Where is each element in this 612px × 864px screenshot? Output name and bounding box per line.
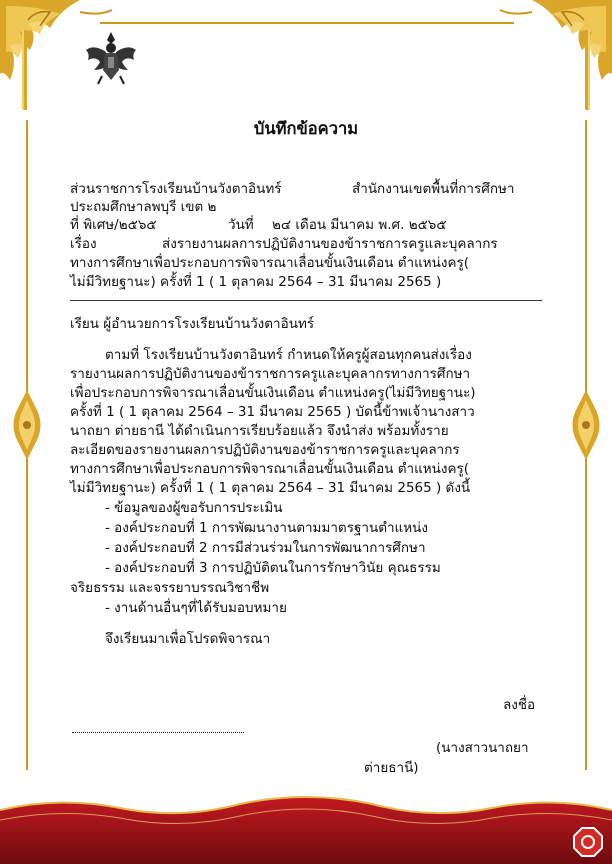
body-line: ครั้งที่ 1 ( 1 ตุลาคม 2564 – 31 มีนาคม 2565 ) บัดนี้ข้าพเจ้านางสาว [70,404,475,420]
memo-title: บันทึกข้อความ [253,119,359,138]
body-line: เพื่อประกอบการพิจารณาเลื่อนขั้นเงินเดือน ตำแหน่งครู(ไม่มีวิทยฐานะ) [70,385,476,401]
body-line: ตามที่ โรงเรียนบ้านวังตาอินทร์ กำหนดให้ครูผู้สอนทุกคนส่งเรื่อง [105,347,472,363]
list-item: - งานด้านอื่นๆที่ได้รับมอบหมาย [105,600,287,616]
list-item: - องค์ประกอบที่ 2 การมีส่วนร่วมในการพัฒนาการศึกษา [105,540,426,556]
signer-name-line-2: ต่ายธานี) [364,760,419,776]
subject-line-1: ส่งรายงานผลการปฏิบัติงานของข้าราชการครูและบุคลากร [162,236,498,252]
ornament-top-right-icon [482,0,612,110]
reference-number: ที่ พิเศษ/๒๕๖๕ [70,217,157,233]
body-line: ทางการศึกษาเพื่อประกอบการพิจารณาเลื่อนขั้นเงินเดือน ตำแหน่งครู( [70,461,470,477]
subject-line-2: ทางการศึกษาเพื่อประกอบการพิจารณาเลื่อนขั้นเงินเดือน ตำแหน่งครู( [70,255,470,271]
office-line-2: ประถมศึกษาลพบุรี เขต ๒ [70,199,217,215]
body-line: ละเอียดของรายงานผลการปฏิบัติงานของข้าราชการครูและบุคลากร [70,442,460,458]
list-item: - ข้อมูลของผู้ขอรับการประเมิน [105,500,283,516]
signature-line [72,731,244,733]
list-item: จริยธรรม และจรรยาบรรณวิชาชีพ [70,580,270,596]
closing-line: จึงเรียนมาเพื่อโปรดพิจารณา [105,631,271,647]
date-label: วันที่ [228,217,254,233]
header-divider [70,300,542,301]
body-line: นาถยา ต่ายธานี ได้ดำเนินการเรียบร้อยแล้ว จึงนำส่ง พร้อมทั้งราย [70,423,449,439]
org-line: ส่วนราชการโรงเรียนบ้านวังตาอินทร์ [70,181,282,197]
ornament-left-icon [10,390,44,460]
ornament-right-icon [569,390,603,460]
bottom-border-band [0,790,612,864]
garuda-emblem-icon [84,30,138,86]
subject-line-3: ไม่มีวิทยฐานะ) ครั้งที่ 1 ( 1 ตุลาคม 2564 – 31 มีนาคม 2565 ) [70,274,442,290]
body-line: ไม่มีวิทยฐานะ) ครั้งที่ 1 ( 1 ตุลาคม 2564 – 31 มีนาคม 2565 ) ดังนี้ [70,480,471,496]
date-value: ๒๔ เดือน มีนาคม พ.ศ. ๒๕๖๕ [272,217,447,233]
signer-name-line-1: (นางสาวนาถยา [436,740,529,756]
list-item: - องค์ประกอบที่ 3 การปฏิบัติตนในการรักษาวินัย คุณธรรม [105,560,441,576]
subject-label: เรื่อง [70,236,97,252]
frame-top-line [100,22,514,24]
salutation: เรียน ผู้อำนวยการโรงเรียนบ้านวังตาอินทร์ [70,316,315,332]
list-item: - องค์ประกอบที่ 1 การพัฒนางานตามมาตรฐานตำแหน่ง [105,520,428,536]
body-line: รายงานผลการปฏิบัติงานของข้าราชการครูและบุคลากรทางการศึกษา [70,366,471,382]
office-line: สำนักงานเขตพื้นที่การศึกษา [352,181,515,197]
seal-icon [572,826,604,858]
signature-label: ลงชื่อ [503,697,536,713]
